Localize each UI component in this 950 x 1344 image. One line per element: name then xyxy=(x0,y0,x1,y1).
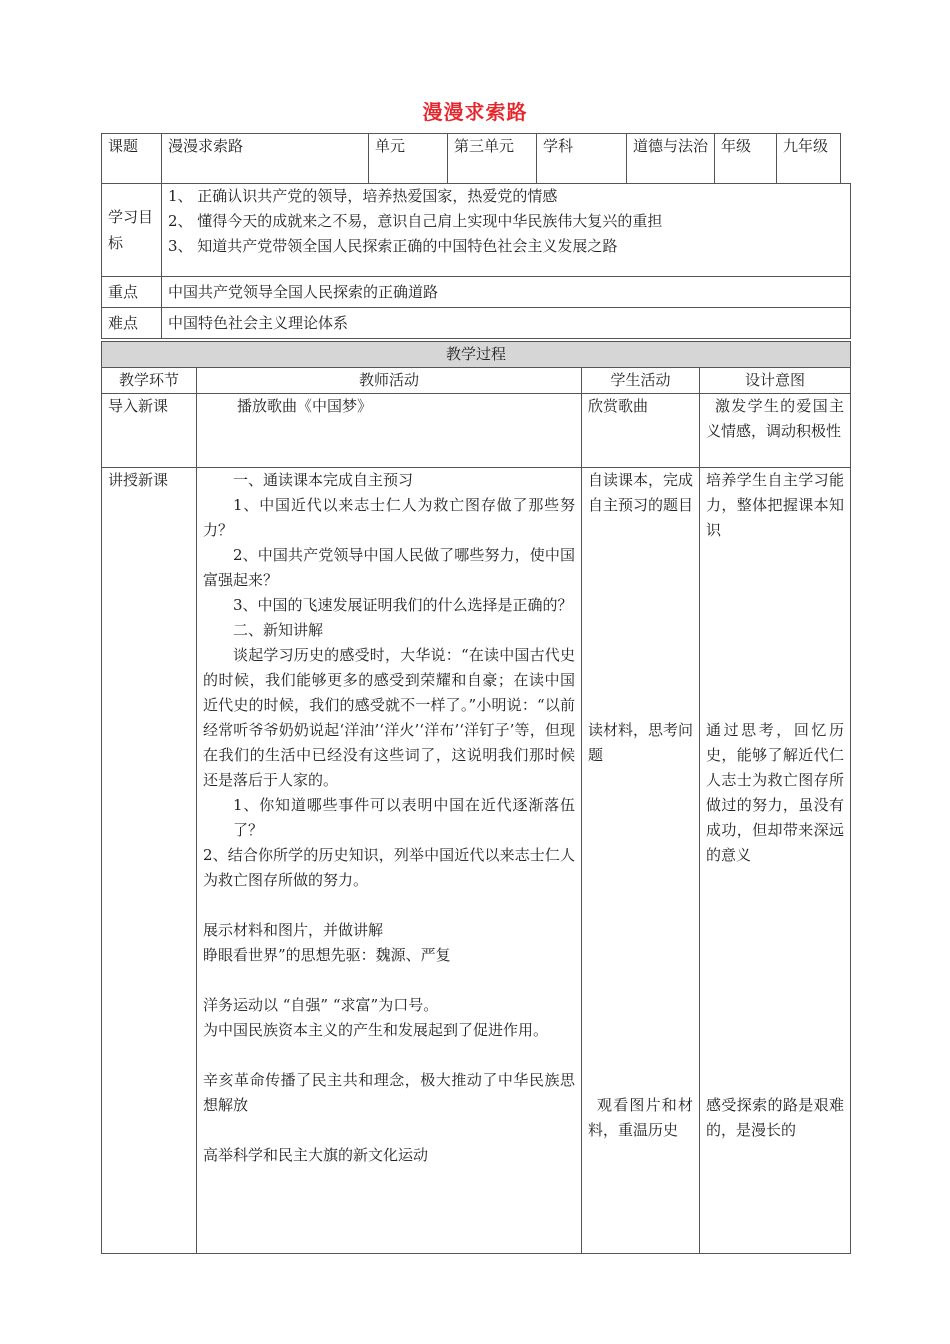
lesson-teacher xyxy=(197,468,582,1254)
objective-item: 3、 知道共产党带领全国人民探索正确的中国特色社会主义发展之路 xyxy=(168,237,618,255)
teacher-text: 为中国民族资本主义的产生和发展起到了促进作用。 xyxy=(203,1021,549,1039)
unit-value: 第三单元 xyxy=(448,134,537,184)
student-text: 读材料，思考问题 xyxy=(588,721,694,764)
column-header: 教学环节 xyxy=(102,368,197,394)
column-header: 设计意图 xyxy=(700,368,851,394)
key-point-label: 重点 xyxy=(102,277,162,308)
intent-text: 感受探索的路是艰难的，是漫长的 xyxy=(706,1096,844,1139)
objectives-list xyxy=(162,184,851,277)
difficulty-value: 中国特色社会主义理论体系 xyxy=(162,308,851,339)
lesson-student xyxy=(582,468,700,1254)
student-text: 观看图片和材料，重温历史 xyxy=(588,1096,693,1139)
column-header: 学生活动 xyxy=(582,368,700,394)
subject-value: 道德与法治 xyxy=(627,134,715,184)
objectives-label: 学习目标 xyxy=(102,184,162,277)
teacher-text: 展示材料和图片，并做讲解 xyxy=(203,921,384,939)
key-point-value: 中国共产党领导全国人民探索的正确道路 xyxy=(162,277,851,308)
intro-student: 欣赏歌曲 xyxy=(582,394,700,468)
teacher-text: 1、你知道哪些事件可以表明中国在近代逐渐落伍了？ xyxy=(233,796,575,839)
intro-teacher: 播放歌曲《中国梦》 xyxy=(197,394,582,468)
lesson-stage: 讲授新课 xyxy=(102,468,197,1254)
topic-value: 漫漫求索路 xyxy=(162,134,369,184)
objectives-table xyxy=(101,183,851,339)
grade-value: 九年级 xyxy=(777,134,841,184)
student-text: 自读课本，完成自主预习的题目 xyxy=(588,471,694,514)
table-row xyxy=(102,468,851,1254)
teacher-text: 3、中国的飞速发展证明我们的什么选择是正确的？ xyxy=(233,596,573,614)
intro-intent: 激发学生的爱国主义情感，调动积极性 xyxy=(700,394,851,468)
teacher-text: 辛亥革命传播了民主共和理念，极大推动了中华民族思想解放 xyxy=(203,1071,575,1114)
teacher-text: 高举科学和民主大旗的新文化运动 xyxy=(203,1146,429,1164)
process-heading: 教学过程 xyxy=(102,342,851,368)
column-header: 教师活动 xyxy=(197,368,582,394)
teacher-text: 洋务运动以 “自强” “求富”为口号。 xyxy=(203,996,439,1014)
intent-text: 培养学生自主学习能力，整体把握课本知识 xyxy=(706,471,844,539)
subject-label: 学科 xyxy=(537,134,627,184)
objective-item: 2、 懂得今天的成就来之不易，意识自己肩上实现中华民族伟大复兴的重担 xyxy=(168,212,663,230)
topic-label: 课题 xyxy=(102,134,162,184)
teacher-text: 1、中国近代以来志士仁人为救亡图存做了那些努力？ xyxy=(203,496,575,539)
process-table xyxy=(101,341,851,1254)
page-title: 漫漫求索路 xyxy=(422,100,528,124)
teacher-text: 一、通读课本完成自主预习 xyxy=(233,471,414,489)
difficulty-label: 难点 xyxy=(102,308,162,339)
table-row xyxy=(102,394,851,468)
intent-text: 通过思考，回忆历史，能够了解近代仁人志士为救亡图存所做过的努力，虽没有成功，但却带来深远的意义 xyxy=(706,721,844,864)
lesson-intent xyxy=(700,468,851,1254)
teacher-text: 2、结合你所学的历史知识，列举中国近代以来志士仁人为救亡图存所做的努力。 xyxy=(203,846,575,889)
objective-item: 1、 正确认识共产党的领导，培养热爱国家，热爱党的情感 xyxy=(168,187,558,205)
teacher-text: 谈起学习历史的感受时，大华说：“在读中国古代史的时候，我们能够更多的感受到荣耀和自豪；在读中国近代史的时候，我们的感受就不一样了。”小明说：“以前经常听爷爷奶奶说起‘洋油’‘洋火’‘洋布’‘洋钉子’等，但现在我们的生活中已经没有这些词了，这说明我们那时候还是落后于人家的。 xyxy=(203,646,575,789)
teacher-text: 睁眼看世界”的思想先驱：魏源、严复 xyxy=(203,946,451,964)
grade-label: 年级 xyxy=(715,134,777,184)
unit-label: 单元 xyxy=(369,134,448,184)
teacher-text: 二、新知讲解 xyxy=(233,621,324,639)
teacher-text: 2、中国共产党领导中国人民做了哪些努力，使中国富强起来？ xyxy=(203,546,575,589)
info-table xyxy=(101,133,841,184)
intro-stage: 导入新课 xyxy=(102,394,197,468)
